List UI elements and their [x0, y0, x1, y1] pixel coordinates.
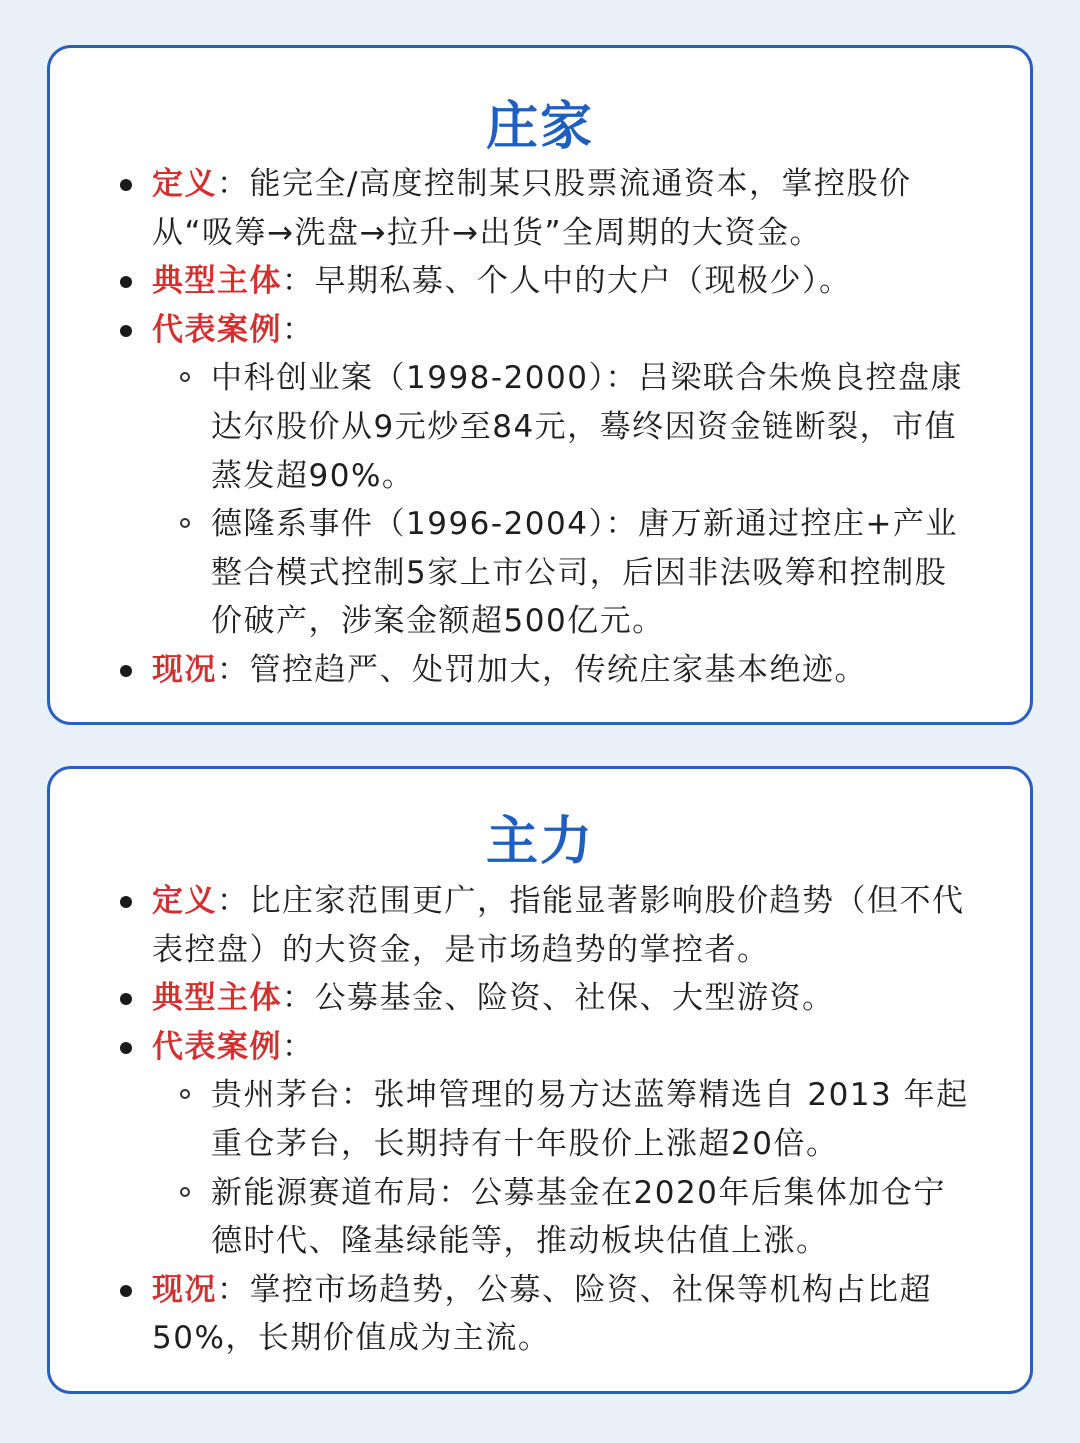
definition-text: 比庄家范围更广，指能显著影响股价趋势（但不代表控盘）的大资金，是市场趋势的掌控者。	[152, 883, 965, 968]
card-title: 庄家	[485, 97, 594, 157]
subjects-item	[50, 257, 1030, 306]
status-item	[50, 1266, 1030, 1363]
cases-label: 代表案例	[152, 311, 282, 348]
definition-label: 定义	[152, 883, 217, 919]
subjects-item	[50, 974, 1030, 1023]
status-label: 现况	[152, 651, 217, 688]
subjects-text: 公募基金、险资、社保、大型游资。	[314, 980, 835, 1017]
card-content	[50, 160, 1030, 695]
card-content	[50, 877, 1030, 1363]
status-item	[50, 646, 1030, 695]
definition-item	[50, 877, 1030, 974]
colon: ：	[282, 1028, 315, 1065]
status-label: 现况	[152, 1271, 217, 1308]
case-item: 中科创业案（1998-2000）：吕梁联合朱焕良控盘康达尔股价从9元炒至84元，蓦终因资金链断裂，市值蒸发超90%。	[50, 354, 1030, 500]
definition-text: 能完全/高度控制某只股票流通资本，掌控股价从“吸筹→洗盘→拉升→出货”全周期的大资金。	[152, 166, 912, 251]
card-zhuangjia	[47, 45, 1033, 725]
subjects-label: 典型主体	[152, 263, 282, 300]
card-zhuli	[47, 766, 1033, 1394]
colon: ：	[282, 311, 315, 348]
colon: ：	[217, 651, 250, 688]
cases-item	[50, 1023, 1030, 1072]
colon: ：	[217, 883, 250, 919]
cases-label: 代表案例	[152, 1028, 282, 1065]
subjects-label: 典型主体	[152, 980, 282, 1017]
colon: ：	[282, 263, 315, 300]
subjects-text: 早期私募、个人中的大户（现极少）。	[314, 263, 852, 300]
colon: ：	[217, 1271, 250, 1308]
card-title: 主力	[485, 812, 594, 872]
definition-item	[50, 160, 1030, 257]
status-text: 管控趋严、处罚加大，传统庄家基本绝迹。	[249, 651, 867, 688]
case-item: 贵州茅台：张坤管理的易方达蓝筹精选自 2013 年起重仓茅台，长期持有十年股价上涨超20倍。	[50, 1071, 1030, 1168]
definition-label: 定义	[152, 166, 217, 202]
cases-item	[50, 306, 1030, 355]
colon: ：	[282, 980, 315, 1017]
case-item: 新能源赛道布局：公募基金在2020年后集体加仓宁德时代、隆基绿能等，推动板块估值上涨。	[50, 1169, 1030, 1266]
status-text: 掌控市场趋势，公募、险资、社保等机构占比超50%，长期价值成为主流。	[152, 1271, 932, 1357]
colon: ：	[217, 166, 250, 202]
case-item: 德隆系事件（1996-2004）：唐万新通过控庄+产业整合模式控制5家上市公司，后因非法吸筹和控制股价破产，涉案金额超500亿元。	[50, 500, 1030, 646]
